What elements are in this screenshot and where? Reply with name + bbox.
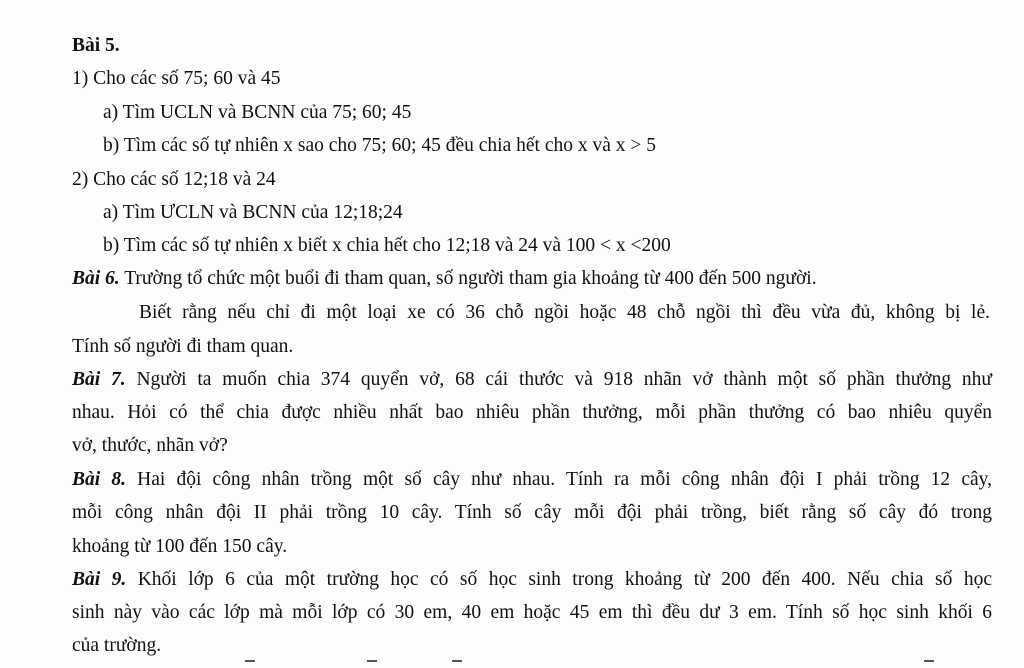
exercise-8-label: Bài 8. [72,469,126,490]
exercise-6-line-1 [72,267,992,291]
part-2b: b) Tìm các số tự nhiên x biết x chia hết cho 12;18 và 24 và 100 < x <200 [103,235,671,256]
cropped-next-line [0,660,1024,668]
exercise-7-line-3: vở, thước, nhãn vở? [72,435,228,456]
exercise-9-line-1 [72,568,992,592]
exercise-8-text-1: Hai đội công nhân trồng một số cây như nhau. Tính ra mỗi công nhân đội I phải trồng 12 cây, [125,469,992,490]
exercise-7-line-1 [72,368,992,392]
exercise-5-title: Bài 5. [72,35,120,56]
part-1a: a) Tìm UCLN và BCNN của 75; 60; 45 [103,102,412,123]
part-2-heading: 2) Cho các số 12;18 và 24 [72,169,276,190]
part-1-heading: 1) Cho các số 75; 60 và 45 [72,68,281,89]
exercise-7-line-2: nhau. Hỏi có thể chia được nhiều nhất bao nhiêu phần thưởng, mỗi phần thưởng có bao nhiêu quyển [72,402,992,423]
exercise-9-label: Bài 9. [72,569,127,590]
exercise-6-line-3: Tính số người đi tham quan. [72,336,294,357]
exercise-7-text-1: Người ta muốn chia 374 quyển vở, 68 cái thước và 918 nhãn vở thành một số phần thưởng như [125,369,992,390]
exercise-6-line-2: Biết rằng nếu chỉ đi một loại xe có 36 chỗ ngồi hoặc 48 chỗ ngồi thì đều vừa đủ, không bị lẻ. [139,302,990,323]
exercise-6-text-1: Trường tổ chức một buổi đi tham quan, số người tham gia khoảng từ 400 đến 500 người. [119,268,817,289]
exercise-8-line-3: khoảng từ 100 đến 150 cây. [72,536,288,557]
cropped-glyph [452,660,462,665]
cropped-glyph [924,660,934,665]
part-2a: a) Tìm ƯCLN và BCNN của 12;18;24 [103,202,403,223]
exercise-9-line-3: của trường. [72,635,162,656]
cropped-glyph [367,660,377,665]
exercise-6-label: Bài 6. [72,268,120,289]
exercise-8-line-1 [72,468,992,492]
cropped-glyph [245,660,255,665]
exercise-9-line-2: sinh này vào các lớp mà mỗi lớp có 30 em, 40 em hoặc 45 em thì đều dư 3 em. Tính số học sinh khối 6 [72,602,992,623]
part-1b: b) Tìm các số tự nhiên x sao cho 75; 60; 45 đều chia hết cho x và x > 5 [103,135,656,156]
exercise-7-label: Bài 7. [72,369,126,390]
exercise-9-text-1: Khối lớp 6 của một trường học có số học sinh trong khoảng từ 200 đến 400. Nếu chia số học [126,569,992,590]
exercise-8-line-2: mỗi công nhân đội II phải trồng 10 cây. Tính số cây mỗi đội phải trồng, biết rằng số cây đó trong [72,502,992,523]
